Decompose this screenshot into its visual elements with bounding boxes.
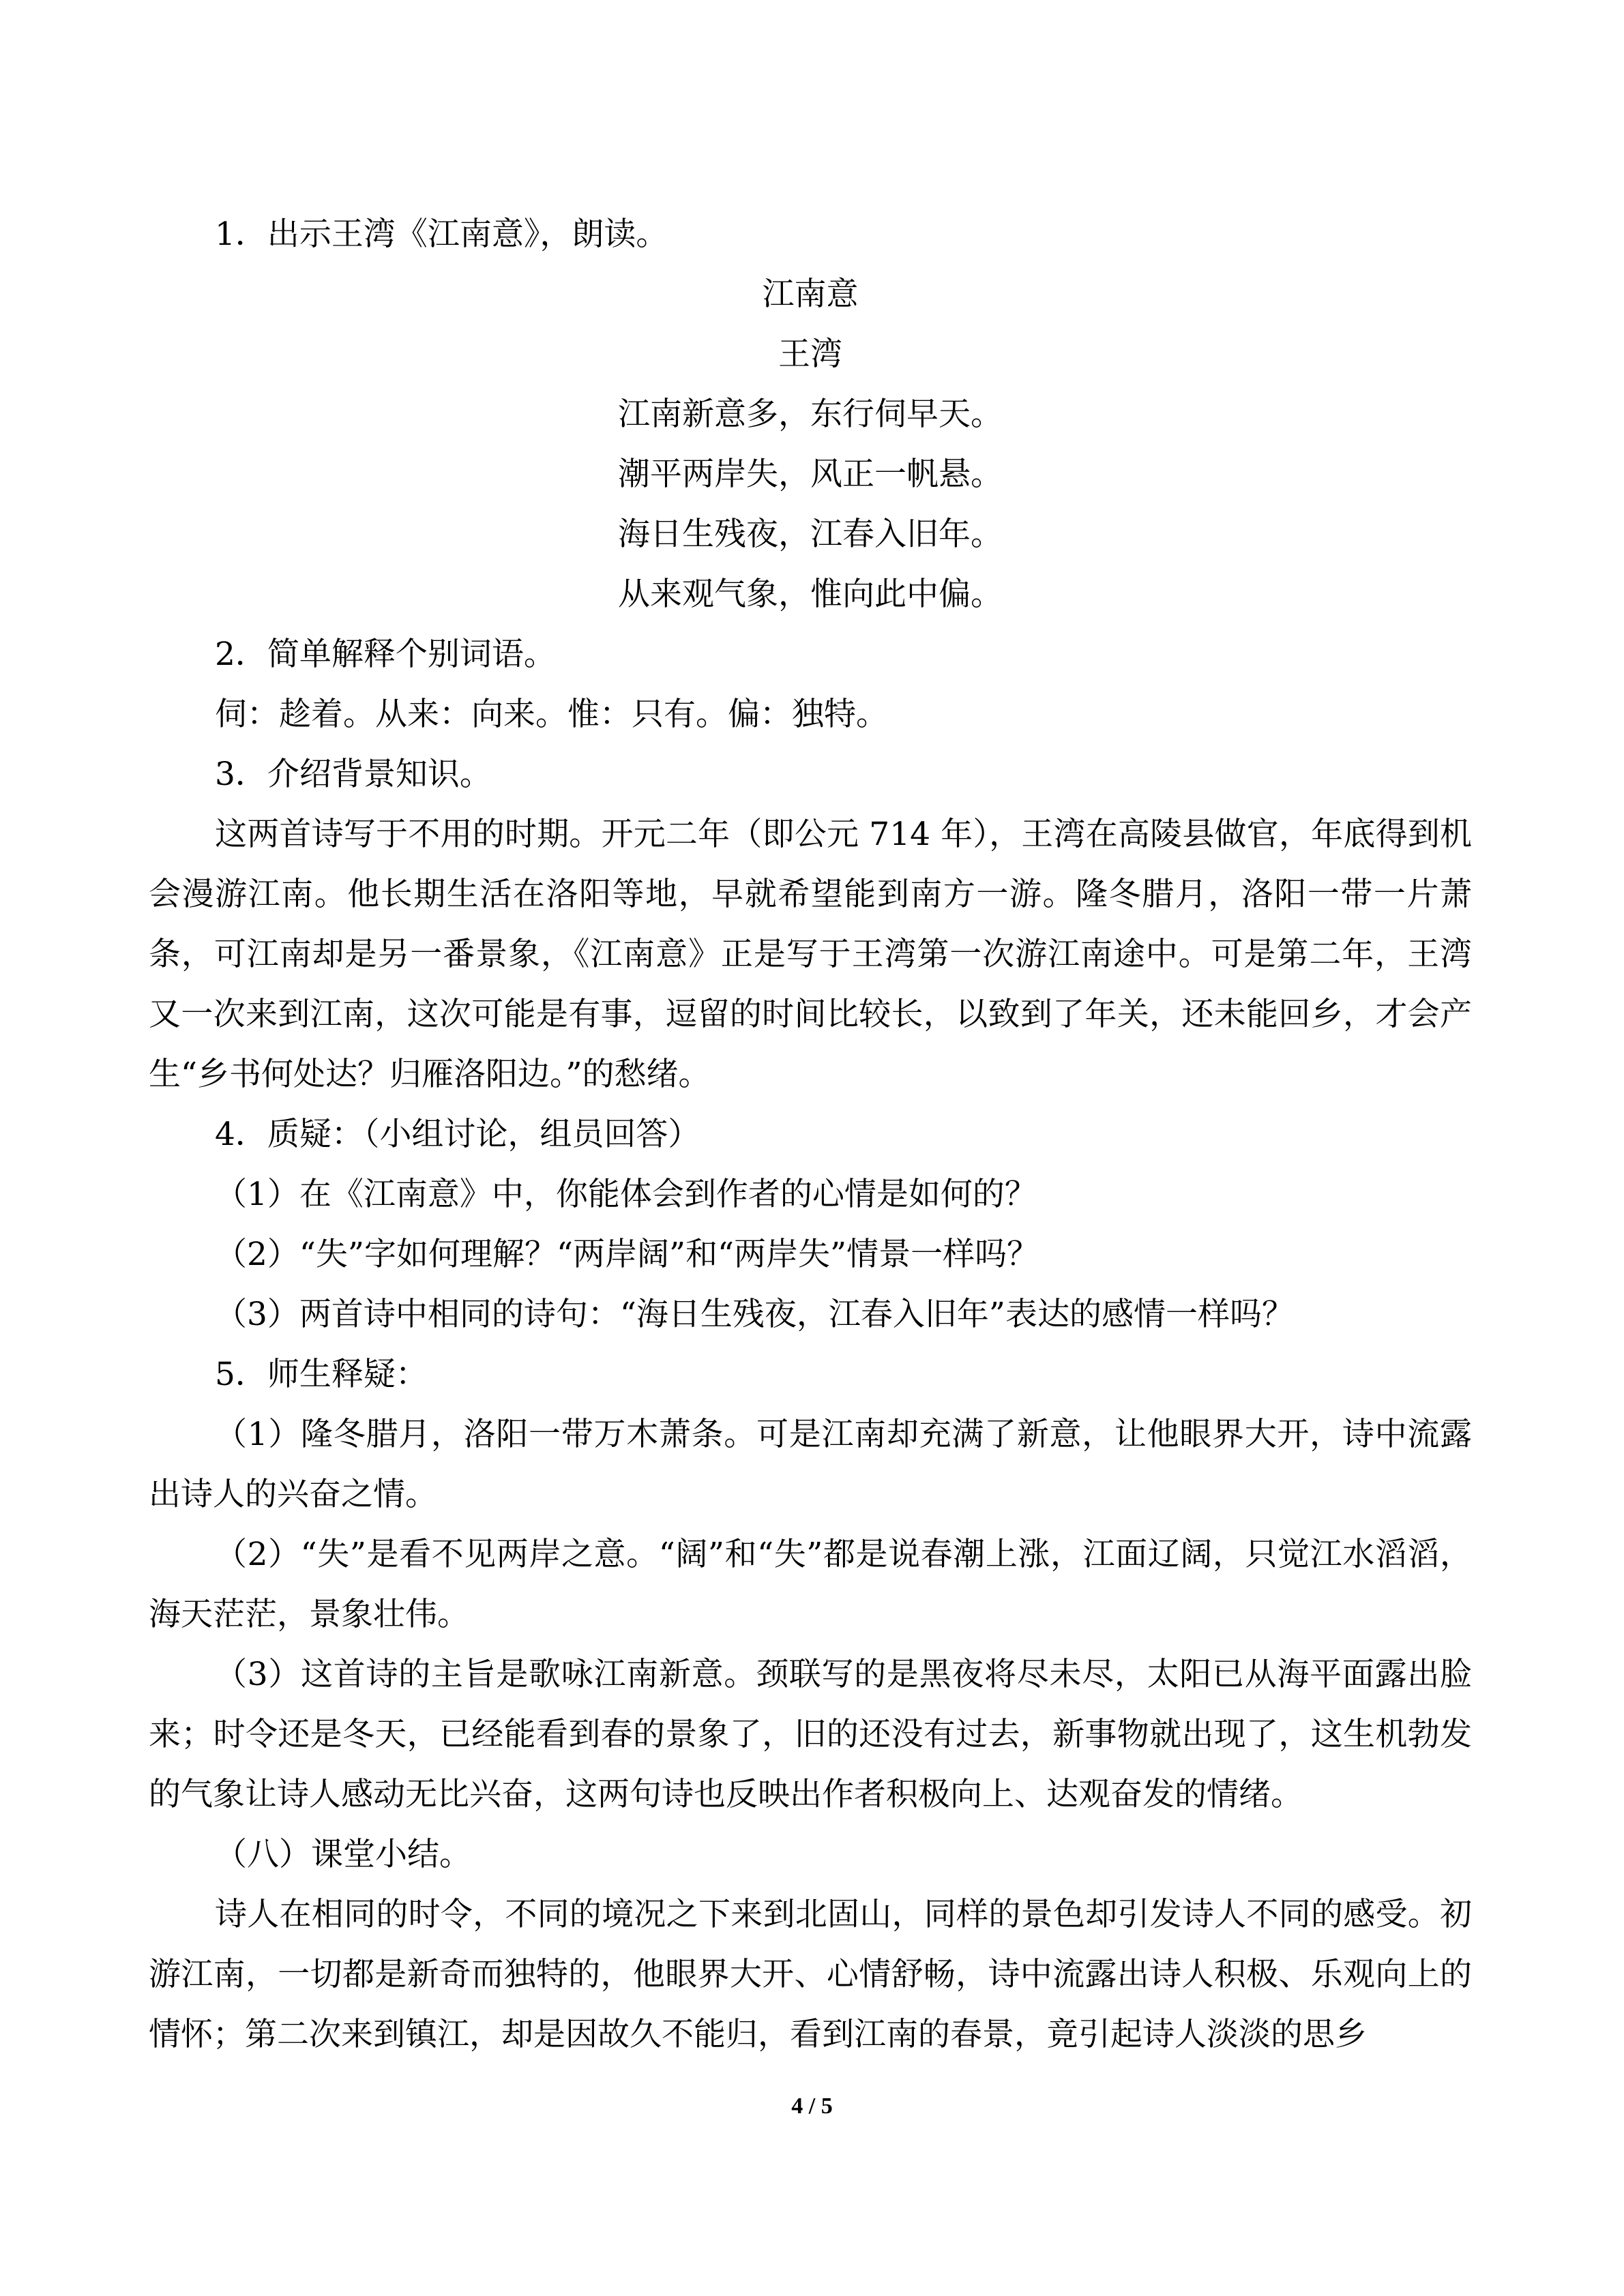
poem-line: 海日生残夜，江春入旧年。 <box>618 516 1003 553</box>
section8-heading: （八）课堂小结。 <box>215 1836 471 1873</box>
poem-line: 潮平两岸失，风正一帆悬。 <box>618 456 1003 493</box>
section2-heading: 2．简单解释个别词语。 <box>215 636 556 673</box>
poem-line: 江南新意多，东行伺早天。 <box>618 396 1003 433</box>
poem-line: 从来观气象，惟向此中偏。 <box>618 576 1003 613</box>
question-item: （2）“失”字如何理解？“两岸阔”和“两岸失”情景一样吗？ <box>215 1236 1039 1273</box>
word-glossary: 伺：趁着。从来：向来。惟：只有。偏：独特。 <box>215 696 888 733</box>
section5-heading: 5．师生释疑： <box>215 1356 428 1393</box>
page-content <box>149 205 1472 2065</box>
answer-paragraph: （1）隆冬腊月，洛阳一带万木萧条。可是江南却充满了新意，让他眼界大开，诗中流露出诗人的兴奋之情。 <box>149 1416 1472 1513</box>
answer-paragraph: （2）“失”是看不见两岸之意。“阔”和“失”都是说春潮上涨，江面辽阔，只觉江水滔滔，海天茫茫，景象壮伟。 <box>149 1536 1472 1633</box>
section4-heading: 4．质疑：（小组讨论，组员回答） <box>215 1116 700 1153</box>
page-number: 4 / 5 <box>791 2093 833 2119</box>
section1-heading: 1．出示王湾《江南意》，朗读。 <box>215 215 668 253</box>
background-paragraph: 这两首诗写于不用的时期。开元二年（即公元 714 年），王湾在高陵县做官，年底得到机会漫游江南。他长期生活在洛阳等地，早就希望能到南方一游。隆冬腊月，洛阳一带一片萧条，可江南却是另一番景象，《江南意》正是写于王湾第一次游江南途中。可是第二年，王湾又一次来到江南，这次可能是有事，逗留的时间比较长，以致到了年关，还未能回乡，才会产生“乡书何处达？归雁洛阳边。”的愁绪。 <box>149 816 1472 1093</box>
section3-heading: 3．介绍背景知识。 <box>215 756 492 793</box>
answer-paragraph: （3）这首诗的主旨是歌咏江南新意。颈联写的是黑夜将尽未尽，太阳已从海平面露出脸来；时令还是冬天，已经能看到春的景象了，旧的还没有过去，新事物就出现了，这生机勃发的气象让诗人感动无比兴奋，这两句诗也反映出作者积极向上、达观奋发的情绪。 <box>149 1656 1472 1813</box>
poem <box>149 265 1472 625</box>
question-item: （3）两首诗中相同的诗句：“海日生残夜，江春入旧年”表达的感情一样吗？ <box>215 1296 1294 1333</box>
poem-author: 王湾 <box>778 336 842 373</box>
poem-title: 江南意 <box>762 275 859 313</box>
summary-paragraph: 诗人在相同的时令，不同的境况之下来到北固山，同样的景色却引发诗人不同的感受。初游江南，一切都是新奇而独特的，他眼界大开、心情舒畅，诗中流露出诗人积极、乐观向上的情怀；第二次来到镇江，却是因故久不能归，看到江南的春景，竟引起诗人淡淡的思乡 <box>149 1896 1472 2053</box>
question-item: （1）在《江南意》中，你能体会到作者的心情是如何的？ <box>215 1176 1037 1213</box>
